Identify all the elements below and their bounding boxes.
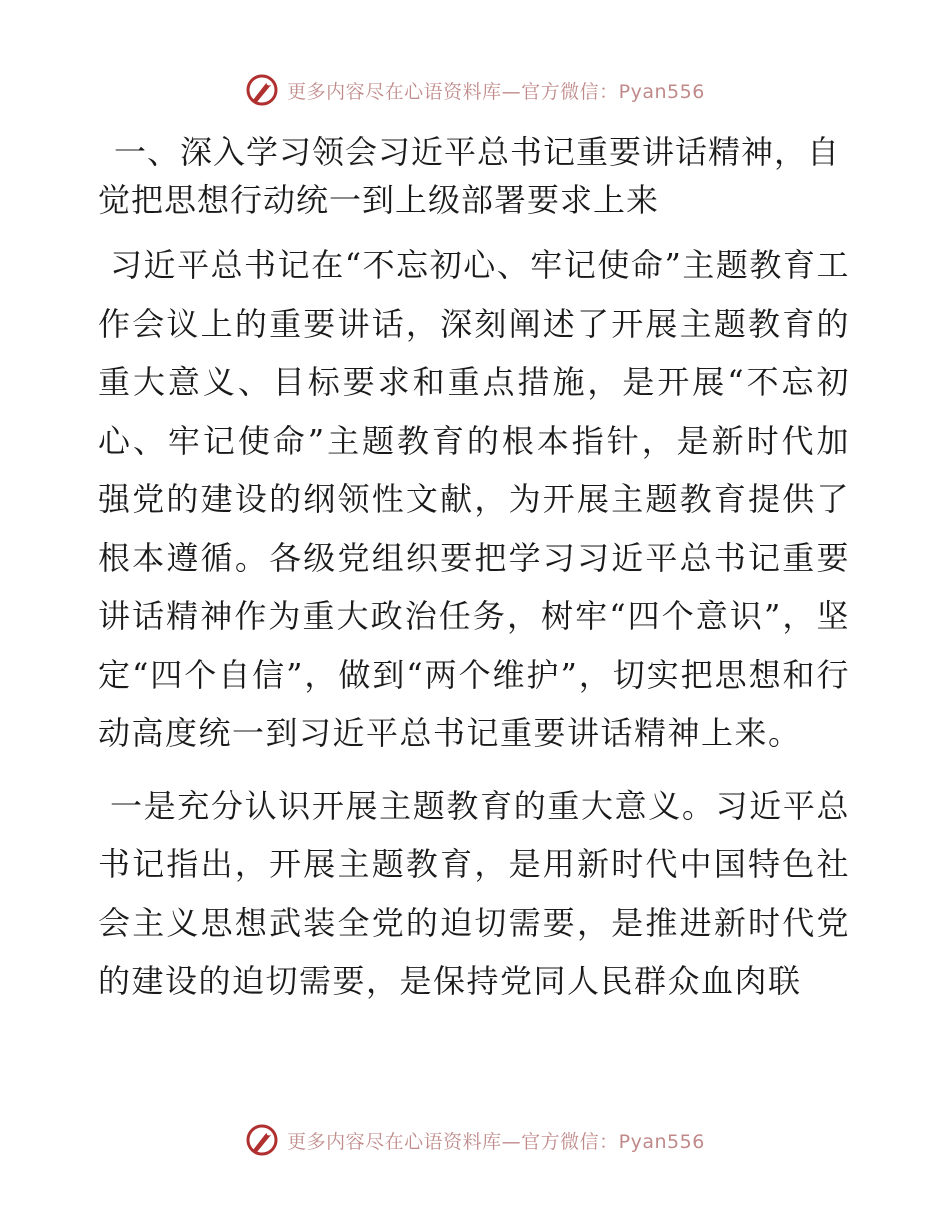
- pen-circle-logo-icon: [245, 73, 279, 107]
- watermark-text: 更多内容尽在心语资料库—官方微信：Pyan556: [287, 80, 705, 103]
- section-heading: 一、深入学习领会习近平总书记重要讲话精神，自觉把思想行动统一到上级部署要求上来: [98, 133, 841, 219]
- watermark-text: 更多内容尽在心语资料库—官方微信：Pyan556: [287, 1130, 705, 1153]
- footer-watermark: [0, 1120, 950, 1160]
- body-paragraph: 一是充分认识开展主题教育的重大意义。习近平总书记指出，开展主题教育，是用新时代中国特色社会主义思想武装全党的迫切需要，是推进新时代党的建设的迫切需要，是保持党同人民群众血肉联: [98, 786, 850, 1000]
- document-body: [98, 128, 850, 1011]
- pen-circle-logo-icon: [245, 1123, 279, 1157]
- header-watermark: [0, 70, 950, 110]
- body-paragraph: 习近平总书记在“不忘初心、牢记使命”主题教育工作会议上的重要讲话，深刻阐述了开展主题教育的重大意义、目标要求和重点措施，是开展“不忘初心、牢记使命”主题教育的根本指针，是新时代加强党的建设的纲领性文献，为开展主题教育提供了根本遵循。各级党组织要把学习习近平总书记重要讲话精神作为重大政治任务，树牢“四个意识”，坚定“四个自信”，做到“两个维护”，切实把思想和行动高度统一到习近平总书记重要讲话精神上来。: [98, 246, 850, 752]
